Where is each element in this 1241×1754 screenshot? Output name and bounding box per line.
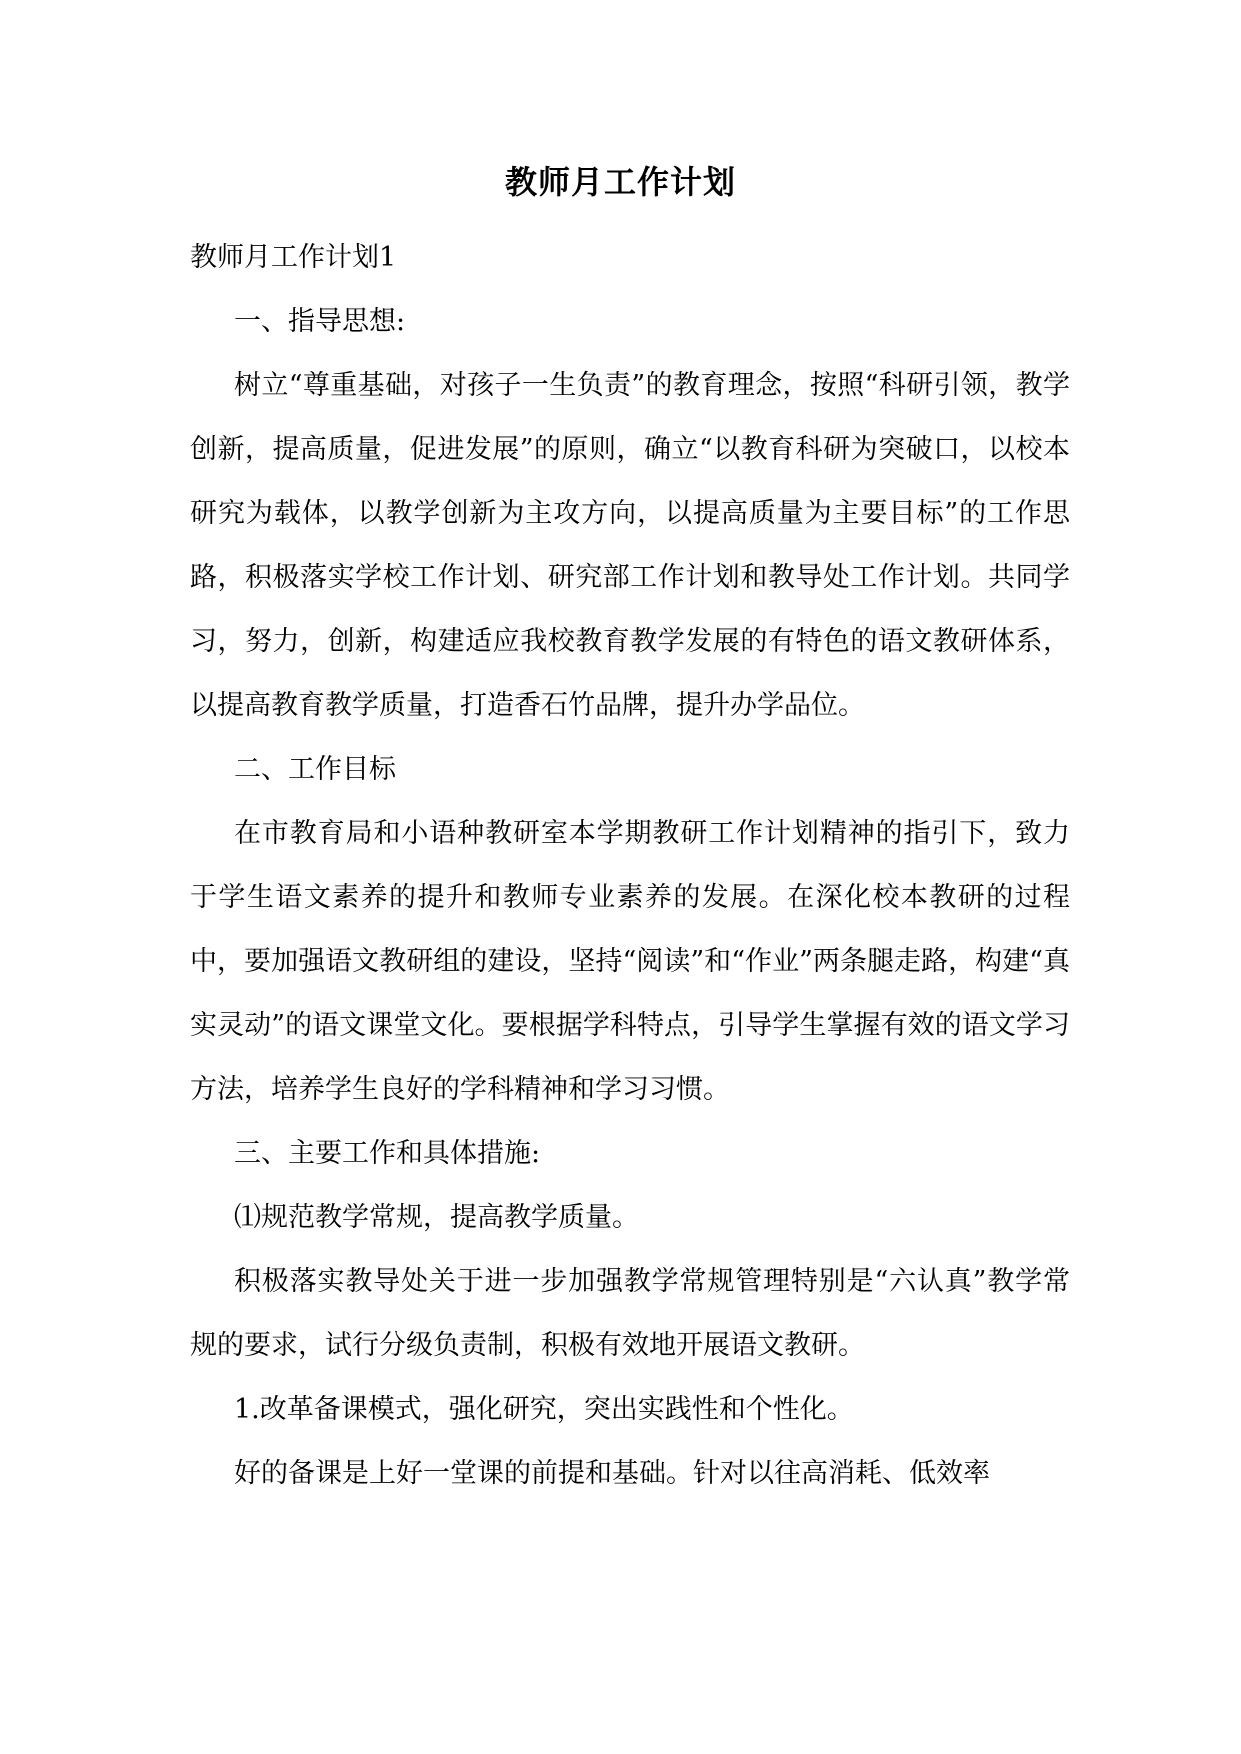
paragraph-work-goals: 在市教育局和小语种教研室本学期教研工作计划精神的指引下，致力于学生语文素养的提升和教师专业素养的发展。在深化校本教研的过程中，要加强语文教研组的建设，坚持“阅读”和“作业”两条腿走路，构建“真实灵动”的语文课堂文化。要根据学科特点，引导学生掌握有效的语文学习方法，培养学生良好的学科精神和学习习惯。 bbox=[190, 818, 1070, 1105]
subheading-guiding-ideology: 一、指导思想: bbox=[234, 306, 406, 337]
document-body bbox=[190, 226, 1070, 1506]
subheading-lesson-prep: 1.改革备课模式，强化研究，突出实践性和个性化。 bbox=[234, 1394, 854, 1425]
document-title: 教师月工作计划 bbox=[504, 163, 736, 201]
subheading-main-work: 三、主要工作和具体措施: bbox=[234, 1138, 541, 1169]
paragraph-teaching-routine: 积极落实教导处关于进一步加强教学常规管理特别是“六认真”教学常规的要求，试行分级负责制，积极有效地开展语文教研。 bbox=[190, 1266, 1070, 1361]
paragraph-guiding-ideology: 树立“尊重基础，对孩子一生负责”的教育理念，按照“科研引领，教学创新，提高质量，促进发展”的原则，确立“以教育科研为突破口，以校本研究为载体，以教学创新为主攻方向，以提高质量为主要目标”的工作思路，积极落实学校工作计划、研究部工作计划和教导处工作计划。共同学习，努力，创新，构建适应我校教育教学发展的有特色的语文教研体系，以提高教育教学质量，打造香石竹品牌，提升办学品位。 bbox=[190, 370, 1070, 721]
subheading-work-goals: 二、工作目标 bbox=[234, 754, 396, 785]
section-heading: 教师月工作计划1 bbox=[190, 242, 397, 273]
subheading-teaching-routine: ⑴规范教学常规，提高教学质量。 bbox=[234, 1202, 639, 1233]
paragraph-lesson-prep: 好的备课是上好一堂课的前提和基础。针对以往高消耗、低效率 bbox=[234, 1458, 990, 1489]
